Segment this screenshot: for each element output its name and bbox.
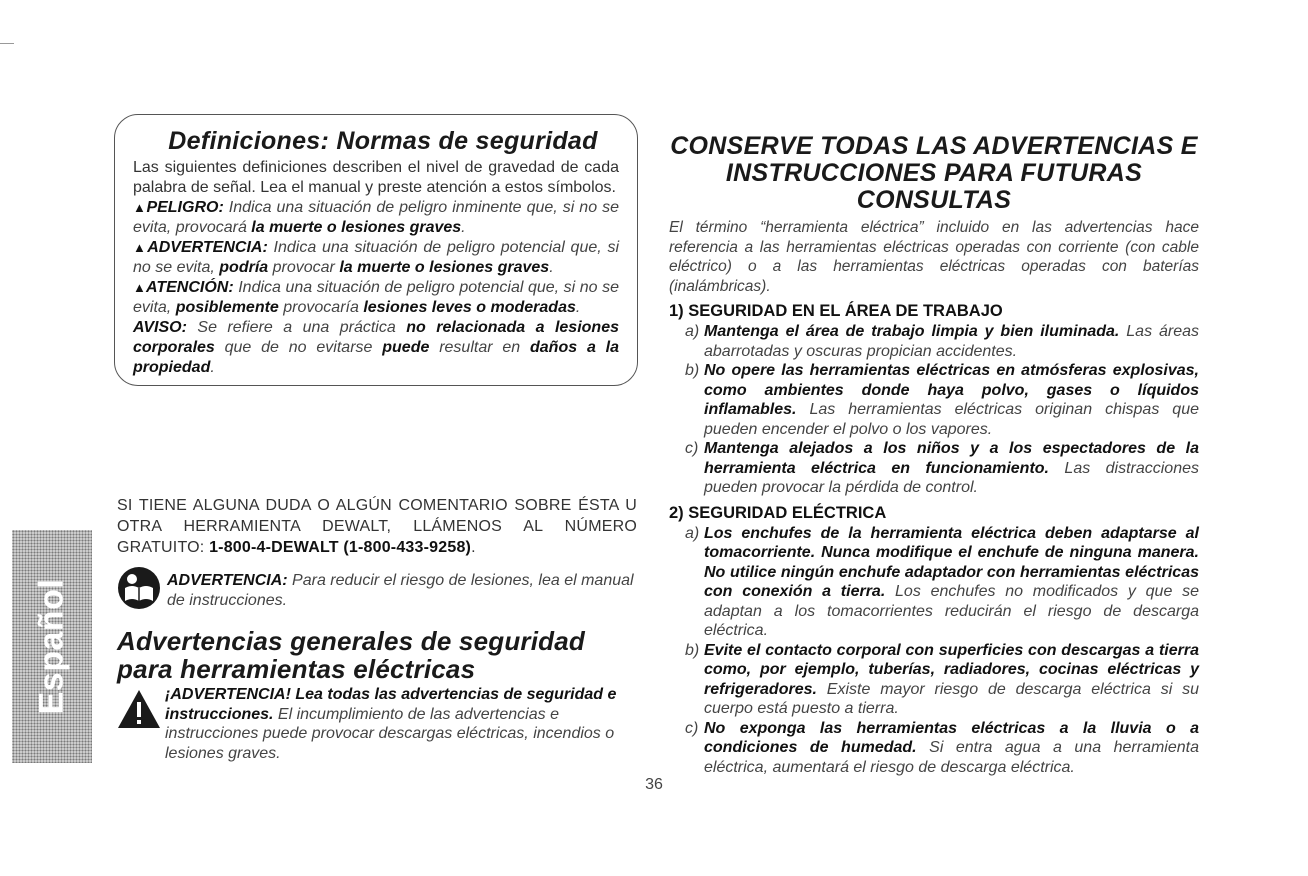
general-warning <box>117 685 637 765</box>
peligro-label: PELIGRO: <box>146 199 224 216</box>
atencion-label: ATENCIÓN: <box>145 279 234 296</box>
item-marker: c) <box>685 440 699 457</box>
definitions-box <box>114 114 638 386</box>
language-side-tab <box>12 530 92 763</box>
aviso-text: Se refiere a una práctica <box>186 319 407 336</box>
aviso-bold: puede <box>382 339 430 356</box>
item-marker: a) <box>685 524 700 542</box>
list-item <box>669 641 1199 719</box>
definition-advertencia: ▲ADVERTENCIA: Indica una situación de peligro potencial que, si no se evita, podría provocar la muerte o lesiones graves. <box>133 239 619 276</box>
save-instructions-title: CONSERVE TODAS LAS ADVERTENCIAS E INSTRUCCIONES PARA FUTURAS CONSULTAS <box>670 132 1198 214</box>
advertencia-bold: podría <box>219 259 269 276</box>
section-heading: 1) SEGURIDAD EN EL ÁREA DE TRABAJO <box>669 302 1003 320</box>
item-marker: a) <box>685 323 700 340</box>
list-item <box>669 524 1199 641</box>
section-heading: 2) SEGURIDAD ELÉCTRICA <box>669 503 887 522</box>
warning-triangle-icon: ▲ <box>133 200 147 215</box>
advertencia-text: provocar <box>268 259 340 276</box>
item-bold: No exponga las herramientas eléctricas a la lluvia o a condiciones de humedad. <box>704 719 1199 756</box>
definitions-intro: Las siguientes definiciones describen el nivel de gravedad de cada palabra de señal. Lea el manual y preste atención a estos símbolos. <box>133 159 619 196</box>
aviso-bold: no relacionada a lesiones corporales <box>133 319 619 356</box>
section-electrical <box>669 503 1199 778</box>
advertencia-text: Indica una situación de peligro potencial que, si no se evita, <box>133 239 619 276</box>
item-bold: Mantenga alejados a los niños y a los espectadores de la herramienta eléctrica en funcionamiento. <box>704 440 1199 477</box>
list-item <box>669 439 1199 498</box>
right-column <box>669 133 1199 777</box>
definitions-title: Definiciones: Normas de seguridad <box>168 127 598 155</box>
item-bold: Mantenga el área de trabajo limpia y bien iluminada. <box>704 323 1120 340</box>
section-work-area <box>669 301 1199 498</box>
aviso-text: que de no evitarse <box>214 339 383 356</box>
power-tool-term-paragraph: El término “herramienta eléctrica” incluido en las advertencias hace referencia a las herramientas eléctricas operadas con corriente (con cable eléctrico) o a las herramientas eléctricas operadas con baterías (inalámbricas). <box>669 219 1199 295</box>
list-item <box>669 361 1199 439</box>
manual-warning <box>117 566 637 616</box>
aviso-label: AVISO: <box>133 319 187 336</box>
item-bold: No opere las herramientas eléctricas en atmósferas explosivas, como ambientes donde haya polvo, gases o líquidos inflamables. <box>704 362 1199 418</box>
atencion-bold: posiblemente <box>175 299 279 316</box>
question-text: SI TIENE ALGUNA DUDA O ALGÚN COMENTARIO SOBRE ÉSTA U OTRA HERRAMIENTA DEWALT, LLÁMENOS AL NÚMERO GRATUITO: <box>117 497 637 556</box>
peligro-text: Indica una situación de peligro inminente que, si no se evita, provocará <box>133 199 619 236</box>
item-text: Las herramientas eléctricas originan chispas que pueden encender el polvo o los vapores. <box>704 401 1199 438</box>
item-marker: c) <box>685 719 699 737</box>
aviso-text: resultar en <box>429 339 530 356</box>
manual-warning-label: ADVERTENCIA: <box>167 572 288 589</box>
definition-atencion: ▲ATENCIÓN: Indica una situación de peligro potencial que, si no se evita, posiblemente provocaría lesiones leves o moderadas. <box>133 279 619 316</box>
atencion-bold: lesiones leves o moderadas <box>363 299 576 316</box>
general-warning-bold: ¡ADVERTENCIA! Lea todas las advertencias de seguridad e instrucciones. <box>165 686 617 723</box>
advertencia-bold: la muerte o lesiones graves <box>339 259 550 276</box>
advertencia-label: ADVERTENCIA: <box>147 239 268 256</box>
definition-aviso: AVISO: Se refiere a una práctica no relacionada a lesiones corporales que de no evitarse puede resultar en daños a la propiedad. <box>133 319 620 376</box>
manual-warning-text <box>167 571 637 611</box>
phone-number: 1-800-4-DEWALT (1-800-433-9258) <box>209 539 472 556</box>
item-text: Las distracciones pueden provocar la pérdida de control. <box>704 459 1199 496</box>
atencion-text: Indica una situación de peligro potencial que, si no se evita, <box>133 279 619 316</box>
read-manual-icon <box>117 566 161 610</box>
list-item <box>669 719 1199 778</box>
atencion-text: provocaría <box>278 299 364 316</box>
page-number: 36 <box>645 776 663 793</box>
item-marker: b) <box>685 362 700 379</box>
definition-peligro: ▲PELIGRO: Indica una situación de peligro inminente que, si no se evita, provocará la muerte o lesiones graves. <box>133 199 619 236</box>
warning-triangle-icon <box>117 689 161 729</box>
item-bold: Los enchufes de la herramienta eléctrica deben adaptarse al tomacorriente. Nunca modifique el enchufe de ninguna manera. No utilice ningún enchufe adaptador con herramientas eléctricas con conexión a tierra. <box>704 524 1199 600</box>
crop-mark <box>0 43 14 44</box>
item-text: Si entra agua a una herramienta eléctrica, aumentará el riesgo de descarga eléctrica. <box>704 739 1199 776</box>
item-text: Existe mayor riesgo de descarga eléctrica si su cuerpo está puesto a tierra. <box>704 680 1199 717</box>
item-text: Los enchufes no modificados y que se adaptan a los tomacorrientes reducirán el riesgo de descarga eléctrica. <box>704 583 1199 639</box>
general-warning-body: El incumplimiento de las advertencias e instrucciones puede provocar descargas eléctricas, incendios o lesiones graves. <box>165 705 615 762</box>
peligro-bold: la muerte o lesiones graves <box>251 219 462 236</box>
item-text: Las áreas abarrotadas y oscuras propician accidentes. <box>704 323 1199 360</box>
item-marker: b) <box>685 641 700 659</box>
item-bold: Evite el contacto corporal con superficies con descargas a tierra como, por ejemplo, tuberías, radiadores, cocinas eléctricas y refrigeradores. <box>704 641 1199 698</box>
list-item <box>669 322 1199 361</box>
warning-triangle-icon: ▲ <box>133 240 148 255</box>
contact-question: SI TIENE ALGUNA DUDA O ALGÚN COMENTARIO SOBRE ÉSTA U OTRA HERRAMIENTA DEWALT, LLÁMENOS AL NÚMERO GRATUITO: 1-800-4-DEWALT (1-800-433-9258). <box>117 497 637 556</box>
aviso-bold: daños a la propiedad <box>133 339 620 376</box>
manual-warning-body: Para reducir el riesgo de lesiones, lea el manual de instrucciones. <box>167 572 634 609</box>
language-label: Español <box>32 578 71 715</box>
general-warning-text <box>165 685 635 763</box>
warning-triangle-icon: ▲ <box>133 280 146 295</box>
general-safety-title: Advertencias generales de seguridad para herramientas eléctricas <box>117 626 585 684</box>
